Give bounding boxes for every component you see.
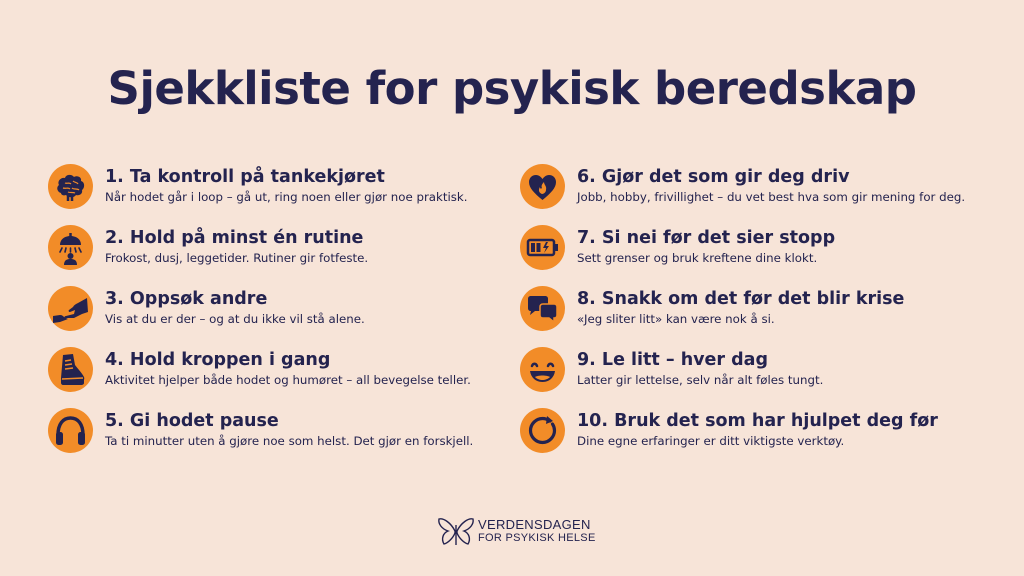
refresh-icon [520, 408, 565, 453]
item-heading: 9. Le litt – hver dag [577, 350, 769, 370]
brain-icon [48, 164, 93, 209]
item-description: Jobb, hobby, frivillighet – du vet best hva som gir mening for deg. [577, 190, 966, 204]
headphones-icon [48, 408, 93, 453]
item-description: Dine egne erfaringer er ditt viktigste verktøy. [577, 434, 845, 448]
reaching-hand-icon [48, 286, 93, 331]
item-description: Sett grenser og bruk kreftene dine klokt. [577, 251, 818, 265]
logo-line-2: FOR PSYKISK HELSE [478, 532, 596, 544]
item-heading: 7. Si nei før det sier stopp [577, 228, 836, 248]
item-heading: 10. Bruk det som har hjulpet deg før [577, 411, 938, 431]
item-heading: 5. Gi hodet pause [105, 411, 279, 431]
item-heading: 1. Ta kontroll på tankekjøret [105, 167, 385, 187]
item-heading: 4. Hold kroppen i gang [105, 350, 331, 370]
item-description: «Jeg sliter litt» kan være nok å si. [577, 312, 775, 326]
heart-flame-icon [520, 164, 565, 209]
item-description: Når hodet går i loop – gå ut, ring noen eller gjør noe praktisk. [105, 190, 468, 204]
item-heading: 8. Snakk om det før det blir krise [577, 289, 905, 309]
butterfly-logo-icon [436, 515, 476, 549]
logo-line-1: VERDENSDAGEN [478, 517, 591, 532]
item-heading: 2. Hold på minst én rutine [105, 228, 364, 248]
item-description: Vis at du er der – og at du ikke vil stå alene. [105, 312, 365, 326]
item-description: Latter gir lettelse, selv når alt føles tungt. [577, 373, 824, 387]
item-heading: 6. Gjør det som gir deg driv [577, 167, 850, 187]
smile-icon [520, 347, 565, 392]
shower-icon [48, 225, 93, 270]
item-description: Aktivitet hjelper både hodet og humøret – all bevegelse teller. [105, 373, 471, 387]
battery-icon [520, 225, 565, 270]
item-description: Frokost, dusj, leggetider. Rutiner gir fotfeste. [105, 251, 369, 265]
speech-bubbles-icon [520, 286, 565, 331]
sneaker-icon [48, 347, 93, 392]
item-heading: 3. Oppsøk andre [105, 289, 268, 309]
item-description: Ta ti minutter uten å gjøre noe som helst. Det gjør en forskjell. [105, 434, 474, 448]
page-title: Sjekkliste for psykisk beredskap [107, 62, 917, 115]
organization-logo [436, 515, 596, 549]
